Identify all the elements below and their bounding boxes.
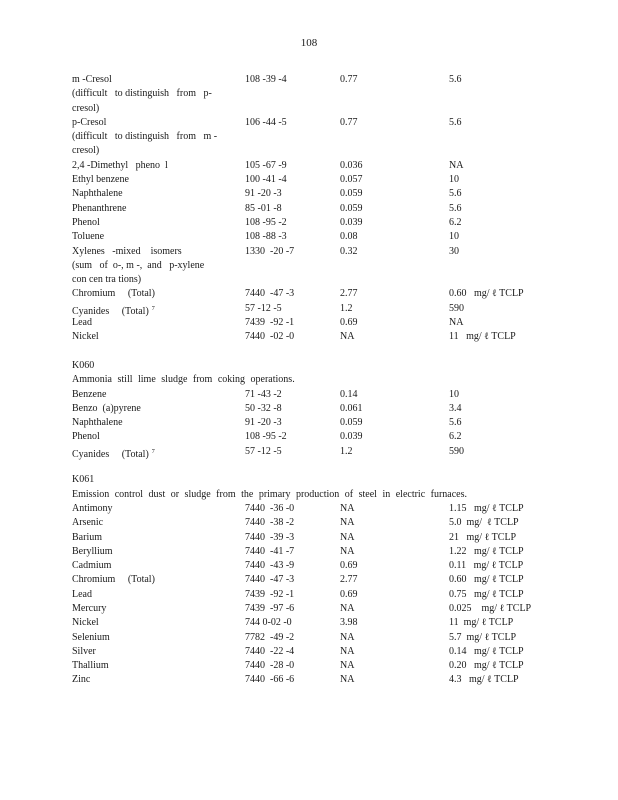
nonwastewater-standard: 5.7 mg/ ℓ TCLP xyxy=(449,631,517,643)
cas-number: 108 -95 -2 xyxy=(245,431,287,443)
nonwastewater-standard: 5.6 xyxy=(449,417,462,429)
name-line: cresol) xyxy=(72,102,100,114)
nonwastewater-standard: 1.22 mg/ ℓ TCLP xyxy=(449,545,524,557)
wastewater-standard: 0.08 xyxy=(340,231,358,243)
name-line: Phenol xyxy=(72,431,100,443)
constituent-name xyxy=(72,330,232,344)
table-row xyxy=(72,445,552,459)
name-line: Phenanthrene xyxy=(72,202,127,214)
cas-number: 7440 -41 -7 xyxy=(245,545,295,557)
wastewater-standard: NA xyxy=(340,517,355,529)
nonwastewater-standard: 1.15 mg/ ℓ TCLP xyxy=(449,502,524,514)
name-line: Benzo (a)pyrene xyxy=(72,402,141,414)
cas-number: 7440 -43 -9 xyxy=(245,560,295,572)
table-row xyxy=(72,388,552,402)
nonwastewater-standard: 0.20 mg/ ℓ TCLP xyxy=(449,660,524,672)
nonwastewater-standard: 5.0 mg/ ℓ TCLP xyxy=(449,517,519,529)
page-number: 108 xyxy=(300,37,318,49)
name-line: 2,4 -Dimethyl pheno l xyxy=(72,159,168,171)
k061-code: K061 xyxy=(72,474,95,486)
footnote-marker: 7 xyxy=(151,448,155,455)
name-line: Nickel xyxy=(72,331,99,343)
k060-rows xyxy=(72,388,552,459)
wastewater-standard: NA xyxy=(340,502,355,514)
nonwastewater-standard: 4.3 mg/ ℓ TCLP xyxy=(449,674,519,686)
name-line: Cadmium xyxy=(72,560,112,572)
constituent-table xyxy=(72,73,552,688)
table-row xyxy=(72,502,552,516)
table-row xyxy=(72,645,552,659)
constituent-name xyxy=(72,116,232,159)
cas-number: 7440 -39 -3 xyxy=(245,531,295,543)
constituent-name xyxy=(72,545,232,559)
wastewater-standard: 0.059 xyxy=(340,202,363,214)
cas-number: 744 0-02 -0 xyxy=(245,617,292,629)
table-row xyxy=(72,287,552,301)
cas-number: 1330 -20 -7 xyxy=(245,245,295,257)
cas-number: 7440 -02 -0 xyxy=(245,331,295,343)
cas-number: 108 -39 -4 xyxy=(245,74,287,85)
table-row xyxy=(72,659,552,673)
constituent-name xyxy=(72,230,232,244)
table-row xyxy=(72,531,552,545)
table-row xyxy=(72,673,552,687)
cas-number: 108 -88 -3 xyxy=(245,231,287,243)
wastewater-standard: NA xyxy=(340,545,355,557)
name-line: Nickel xyxy=(72,617,99,629)
table-row xyxy=(72,116,552,159)
cas-number: 50 -32 -8 xyxy=(245,402,282,414)
nonwastewater-standard: 0.75 mg/ ℓ TCLP xyxy=(449,588,524,600)
wastewater-standard: 1.2 xyxy=(340,445,353,457)
nonwastewater-standard: 590 xyxy=(449,445,464,457)
nonwastewater-standard: 5.6 xyxy=(449,116,462,128)
name-line: Selenium xyxy=(72,631,110,643)
constituent-name xyxy=(72,531,232,545)
nonwastewater-standard: 5.6 xyxy=(449,202,462,214)
cas-number: 7782 -49 -2 xyxy=(245,631,295,643)
nonwastewater-standard: 21 mg/ ℓ TCLP xyxy=(449,531,517,543)
cas-number: 71 -43 -2 xyxy=(245,388,282,400)
wastewater-standard: 0.059 xyxy=(340,188,363,200)
constituent-name xyxy=(72,588,232,602)
constituent-name xyxy=(72,416,232,430)
name-line: Naphthalene xyxy=(72,188,123,200)
cas-number: 7439 -97 -6 xyxy=(245,602,295,614)
constituent-name xyxy=(72,616,232,630)
cas-number: 100 -41 -4 xyxy=(245,174,287,186)
cas-number: 7440 -38 -2 xyxy=(245,517,295,529)
name-line: Beryllium xyxy=(72,545,113,557)
table-row xyxy=(72,430,552,444)
table-row xyxy=(72,559,552,573)
name-line: m -Cresol xyxy=(72,74,112,85)
table-row xyxy=(72,573,552,587)
table-row xyxy=(72,230,552,244)
name-line: Antimony xyxy=(72,502,113,514)
wastewater-standard: 0.057 xyxy=(340,174,363,186)
k060-description: Ammonia still lime sludge from coking operations. xyxy=(72,374,295,386)
constituent-name xyxy=(72,645,232,659)
name-line: Cyanides (Total) $^7$ xyxy=(72,448,155,460)
wastewater-standard: 2.77 xyxy=(340,288,358,300)
wastewater-standard: NA xyxy=(340,631,355,643)
name-line: con cen tra tions) xyxy=(72,274,142,286)
name-line: Lead xyxy=(72,588,92,600)
cas-number: 7440 -28 -0 xyxy=(245,660,295,672)
nonwastewater-standard: 3.4 xyxy=(449,402,462,414)
table-row xyxy=(72,202,552,216)
name-line: Barium xyxy=(72,531,102,543)
nonwastewater-standard: 5.6 xyxy=(449,74,462,85)
name-line: Silver xyxy=(72,645,96,657)
constituent-name xyxy=(72,216,232,230)
cas-number: 91 -20 -3 xyxy=(245,188,282,200)
spacer xyxy=(72,345,552,359)
constituent-name xyxy=(72,388,232,402)
cas-number: 57 -12 -5 xyxy=(245,445,282,457)
wastewater-standard: NA xyxy=(340,674,355,686)
name-line: p-Cresol xyxy=(72,116,107,128)
name-line: Toluene xyxy=(72,231,105,243)
wastewater-standard: 0.039 xyxy=(340,431,363,443)
name-line: cresol) xyxy=(72,145,100,157)
wastewater-standard: 0.14 xyxy=(340,388,358,400)
nonwastewater-standard: 10 xyxy=(449,231,459,243)
constituent-name xyxy=(72,502,232,516)
nonwastewater-standard: 590 xyxy=(449,302,464,314)
wastewater-standard: 0.77 xyxy=(340,116,358,128)
constituent-name xyxy=(72,659,232,673)
constituent-name xyxy=(72,673,232,687)
wastewater-standard: NA xyxy=(340,645,355,657)
cas-number: 7440 -47 -3 xyxy=(245,288,295,300)
cas-number: 7439 -92 -1 xyxy=(245,588,295,600)
cas-number: 106 -44 -5 xyxy=(245,116,287,128)
wastewater-standard: 0.061 xyxy=(340,402,363,414)
name-line: Thallium xyxy=(72,660,109,672)
constituent-name xyxy=(72,430,232,444)
constituent-name xyxy=(72,316,232,330)
nonwastewater-standard: 6.2 xyxy=(449,431,462,443)
constituent-name xyxy=(72,573,232,587)
constituent-name xyxy=(72,202,232,216)
table-row xyxy=(72,330,552,344)
name-line: Chromium (Total) xyxy=(72,574,155,586)
constituent-name xyxy=(72,187,232,201)
nonwastewater-standard: 0.60 mg/ ℓ TCLP xyxy=(449,574,524,586)
cas-number: 7440 -22 -4 xyxy=(245,645,295,657)
name-line: Zinc xyxy=(72,674,91,686)
name-line: Naphthalene xyxy=(72,417,123,429)
wastewater-standard: NA xyxy=(340,602,355,614)
wastewater-standard: 0.69 xyxy=(340,317,358,329)
cas-number: 105 -67 -9 xyxy=(245,159,287,171)
wastewater-standard: NA xyxy=(340,331,355,343)
name-line: Arsenic xyxy=(72,517,104,529)
wastewater-standard: NA xyxy=(340,531,355,543)
name-line: Chromium (Total) xyxy=(72,288,155,300)
nonwastewater-standard: 5.6 xyxy=(449,188,462,200)
table-row xyxy=(72,631,552,645)
constituent-name xyxy=(72,287,232,301)
nonwastewater-standard: 11 mg/ ℓ TCLP xyxy=(449,617,514,629)
cas-number: 108 -95 -2 xyxy=(245,216,287,228)
name-line: Ethyl benzene xyxy=(72,174,129,186)
table-row xyxy=(72,402,552,416)
table-row xyxy=(72,516,552,530)
table-row xyxy=(72,302,552,316)
name-line: Benzene xyxy=(72,388,107,400)
name-line: Lead xyxy=(72,317,92,329)
cas-number: 7440 -47 -3 xyxy=(245,574,295,586)
constituent-name xyxy=(72,516,232,530)
wastewater-standard: 0.69 xyxy=(340,588,358,600)
constituent-name xyxy=(72,445,232,462)
name-line: (difficult to distinguish from m - xyxy=(72,131,218,143)
constituent-name xyxy=(72,159,232,173)
nonwastewater-standard: 10 xyxy=(449,174,459,186)
cas-number: 7440 -36 -0 xyxy=(245,502,295,514)
wastewater-standard: 0.059 xyxy=(340,417,363,429)
nonwastewater-standard: NA xyxy=(449,317,464,329)
constituent-name xyxy=(72,173,232,187)
cas-number: 85 -01 -8 xyxy=(245,202,282,214)
table-row xyxy=(72,316,552,330)
wastewater-standard: 0.039 xyxy=(340,216,363,228)
wastewater-standard: 0.036 xyxy=(340,159,363,171)
table-row xyxy=(72,216,552,230)
constituent-name xyxy=(72,402,232,416)
wastewater-standard: 0.77 xyxy=(340,74,358,85)
name-line: Phenol xyxy=(72,216,100,228)
cas-number: 7440 -66 -6 xyxy=(245,674,295,686)
footnote-marker: 7 xyxy=(151,305,155,312)
wastewater-standard: 1.2 xyxy=(340,302,353,314)
nonwastewater-standard: 11 mg/ ℓ TCLP xyxy=(449,331,516,343)
constituent-name xyxy=(72,631,232,645)
nonwastewater-standard: NA xyxy=(449,159,464,171)
table-row xyxy=(72,159,552,173)
nonwastewater-standard: 0.60 mg/ ℓ TCLP xyxy=(449,288,524,300)
wastewater-standard: NA xyxy=(340,660,355,672)
table-row xyxy=(72,416,552,430)
k060-code: K060 xyxy=(72,359,95,371)
cas-number: 7439 -92 -1 xyxy=(245,317,295,329)
name-line: Xylenes -mixed isomers xyxy=(72,245,182,257)
table-row xyxy=(72,73,552,116)
wastewater-standard: 0.32 xyxy=(340,245,358,257)
cas-number: 57 -12 -5 xyxy=(245,302,282,314)
wastewater-standard: 3.98 xyxy=(340,617,358,629)
name-line: (difficult to distinguish from p- xyxy=(72,88,212,100)
nonwastewater-standard: 0.14 mg/ ℓ TCLP xyxy=(449,645,524,657)
constituent-name xyxy=(72,245,232,288)
wastewater-standard: 2.77 xyxy=(340,574,358,586)
k061-description: Emission control dust or sludge from the primary production of steel in electric furnaces. xyxy=(72,488,468,500)
block1-rows xyxy=(72,73,552,345)
constituent-name xyxy=(72,559,232,573)
nonwastewater-standard: 0.11 mg/ ℓ TCLP xyxy=(449,560,524,572)
table-row xyxy=(72,602,552,616)
table-row xyxy=(72,616,552,630)
constituent-name xyxy=(72,602,232,616)
constituent-name xyxy=(72,73,232,116)
k061-rows xyxy=(72,502,552,688)
table-row xyxy=(72,245,552,288)
table-row xyxy=(72,187,552,201)
table-row xyxy=(72,545,552,559)
table-row xyxy=(72,173,552,187)
cas-number: 91 -20 -3 xyxy=(245,417,282,429)
name-line: Cyanides (Total) $^7$ xyxy=(72,305,155,317)
name-line: Mercury xyxy=(72,602,107,614)
name-line: (sum of o-, m -, and p-xylene xyxy=(72,259,205,271)
nonwastewater-standard: 6.2 xyxy=(449,216,462,228)
table-row xyxy=(72,588,552,602)
nonwastewater-standard: 30 xyxy=(449,245,459,257)
nonwastewater-standard: 10 xyxy=(449,388,459,400)
wastewater-standard: 0.69 xyxy=(340,560,358,572)
nonwastewater-standard: 0.025 mg/ ℓ TCLP xyxy=(449,602,532,614)
